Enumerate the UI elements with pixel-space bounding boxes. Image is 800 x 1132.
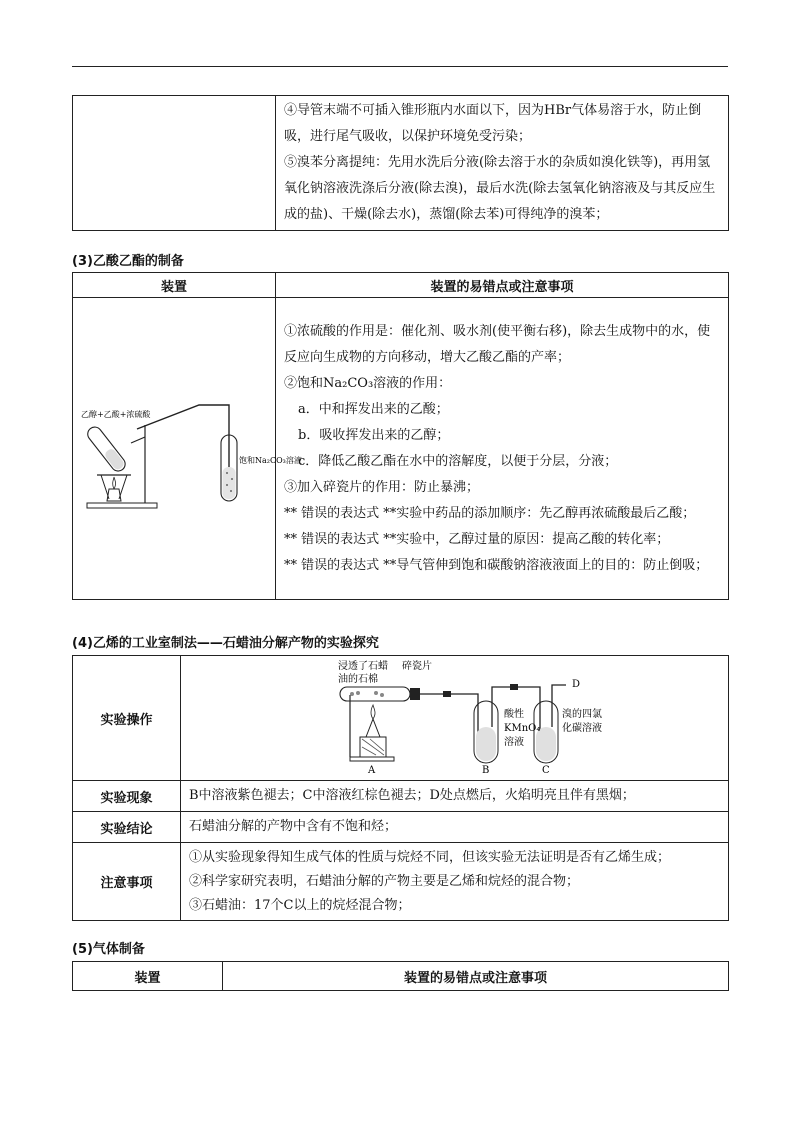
col-header-notes: 装置的易错点或注意事项 — [276, 273, 729, 298]
ethylene-notes-cell — [181, 843, 729, 921]
note-item: ②饱和Na₂CO₃溶液的作用： — [284, 375, 452, 391]
ester-notes-cell — [276, 298, 729, 600]
note-subitem: a．中和挥发出来的乙酸； — [298, 401, 449, 417]
label-A: A — [367, 765, 375, 776]
note-subitem: b．吸收挥发出来的乙醇； — [298, 427, 450, 443]
label-B: B — [481, 765, 489, 776]
note-item: ①浓硫酸的作用是：催化剂、吸水剂(使平衡右移)，除去生成物中的水，使反应向生成物的方向移动，增大乙酸乙酯的产率； — [284, 323, 711, 365]
tube-label: 饱和Na₂CO₃溶液 — [239, 455, 302, 465]
note-item: ** 错误的表达式 **导气管伸到饱和碳酸钠溶液液面上的目的：防止倒吸； — [284, 557, 709, 573]
note-item: ①从实验现象得知生成气体的性质与烷烃不同，但该实验无法证明是否有乙烯生成； — [189, 849, 671, 865]
note-item: ⑤溴苯分离提纯：先用水洗后分液(除去溶于水的杂质如溴化铁等)，再用氢氧化钠溶液洗涤后分液(除去溴)，最后水洗(除去氢氧化钠溶液及与其反应生成的盐)、干燥(除去水)，蒸馏(除去苯)可得纯净的溴苯； — [284, 155, 716, 222]
ester-apparatus-figure — [79, 377, 302, 517]
row-label-notes: 注意事项 — [73, 843, 181, 921]
phenomenon-text: B中溶液紫色褪去；C中溶液红棕色褪去；D处点燃后，火焰明亮且伴有黑烟； — [181, 781, 729, 812]
section-title-ester: (3)乙酸乙酯的制备 — [72, 254, 184, 269]
label-b-2: KMnO₄ — [503, 723, 540, 734]
bromobenzene-table — [72, 95, 729, 231]
note-subitem: c．降低乙酸乙酯在水中的溶解度，以便于分层，分液； — [298, 453, 618, 469]
col-header-apparatus: 装置 — [73, 962, 223, 991]
label-c-2: 化碳溶液 — [561, 723, 602, 734]
label-oil: 油的石棉 — [337, 674, 378, 685]
label-b-3: 溶液 — [503, 737, 524, 748]
note-item: ③加入碎瓷片的作用：防止暴沸； — [284, 479, 480, 495]
row-label-conclusion: 实验结论 — [73, 812, 181, 843]
col-header-apparatus: 装置 — [73, 273, 276, 298]
flask-label: 乙醇+乙酸+浓硫酸 — [81, 409, 151, 419]
ester-table — [72, 272, 729, 600]
label-porcelain: 碎瓷片 — [401, 661, 432, 672]
col-header-notes: 装置的易错点或注意事项 — [223, 962, 729, 991]
note-item: ** 错误的表达式 **实验中，乙醇过量的原因：提高乙酸的转化率； — [284, 531, 670, 547]
ethylene-apparatus-figure — [280, 657, 630, 775]
section-title-ethylene: (4)乙烯的工业室制法——石蜡油分解产物的实验探究 — [72, 636, 379, 651]
empty-cell — [73, 96, 276, 231]
label-c-1: 溴的四氯 — [561, 709, 602, 720]
header-rule — [72, 66, 728, 67]
ethylene-apparatus-cell — [181, 656, 729, 781]
notes-cell — [276, 96, 729, 231]
row-label-operation: 实验操作 — [73, 656, 181, 781]
label-b-1: 酸性 — [503, 709, 524, 720]
note-item: ** 错误的表达式 **实验中药品的添加顺序：先乙醇再浓硫酸最后乙酸； — [284, 505, 696, 521]
note-item: ③石蜡油：17个C以上的烷烃混合物； — [189, 897, 411, 913]
section-title-gas: (5)气体制备 — [72, 942, 145, 957]
label-D: D — [571, 679, 580, 690]
label-C: C — [541, 765, 550, 776]
note-item: ②科学家研究表明，石蜡油分解的产物主要是乙烯和烷烃的混合物； — [189, 873, 580, 889]
label-asbestos: 浸透了石蜡 — [337, 661, 388, 672]
ester-apparatus-cell — [73, 298, 302, 600]
row-label-phenomenon: 实验现象 — [73, 781, 181, 812]
conclusion-text: 石蜡油分解的产物中含有不饱和烃； — [181, 812, 729, 843]
note-item: ④导管末端不可插入锥形瓶内水面以下，因为HBr气体易溶于水，防止倒吸，进行尾气吸收，以保护环境免受污染； — [284, 103, 702, 144]
ethylene-table — [72, 655, 729, 921]
gas-table — [72, 961, 729, 991]
